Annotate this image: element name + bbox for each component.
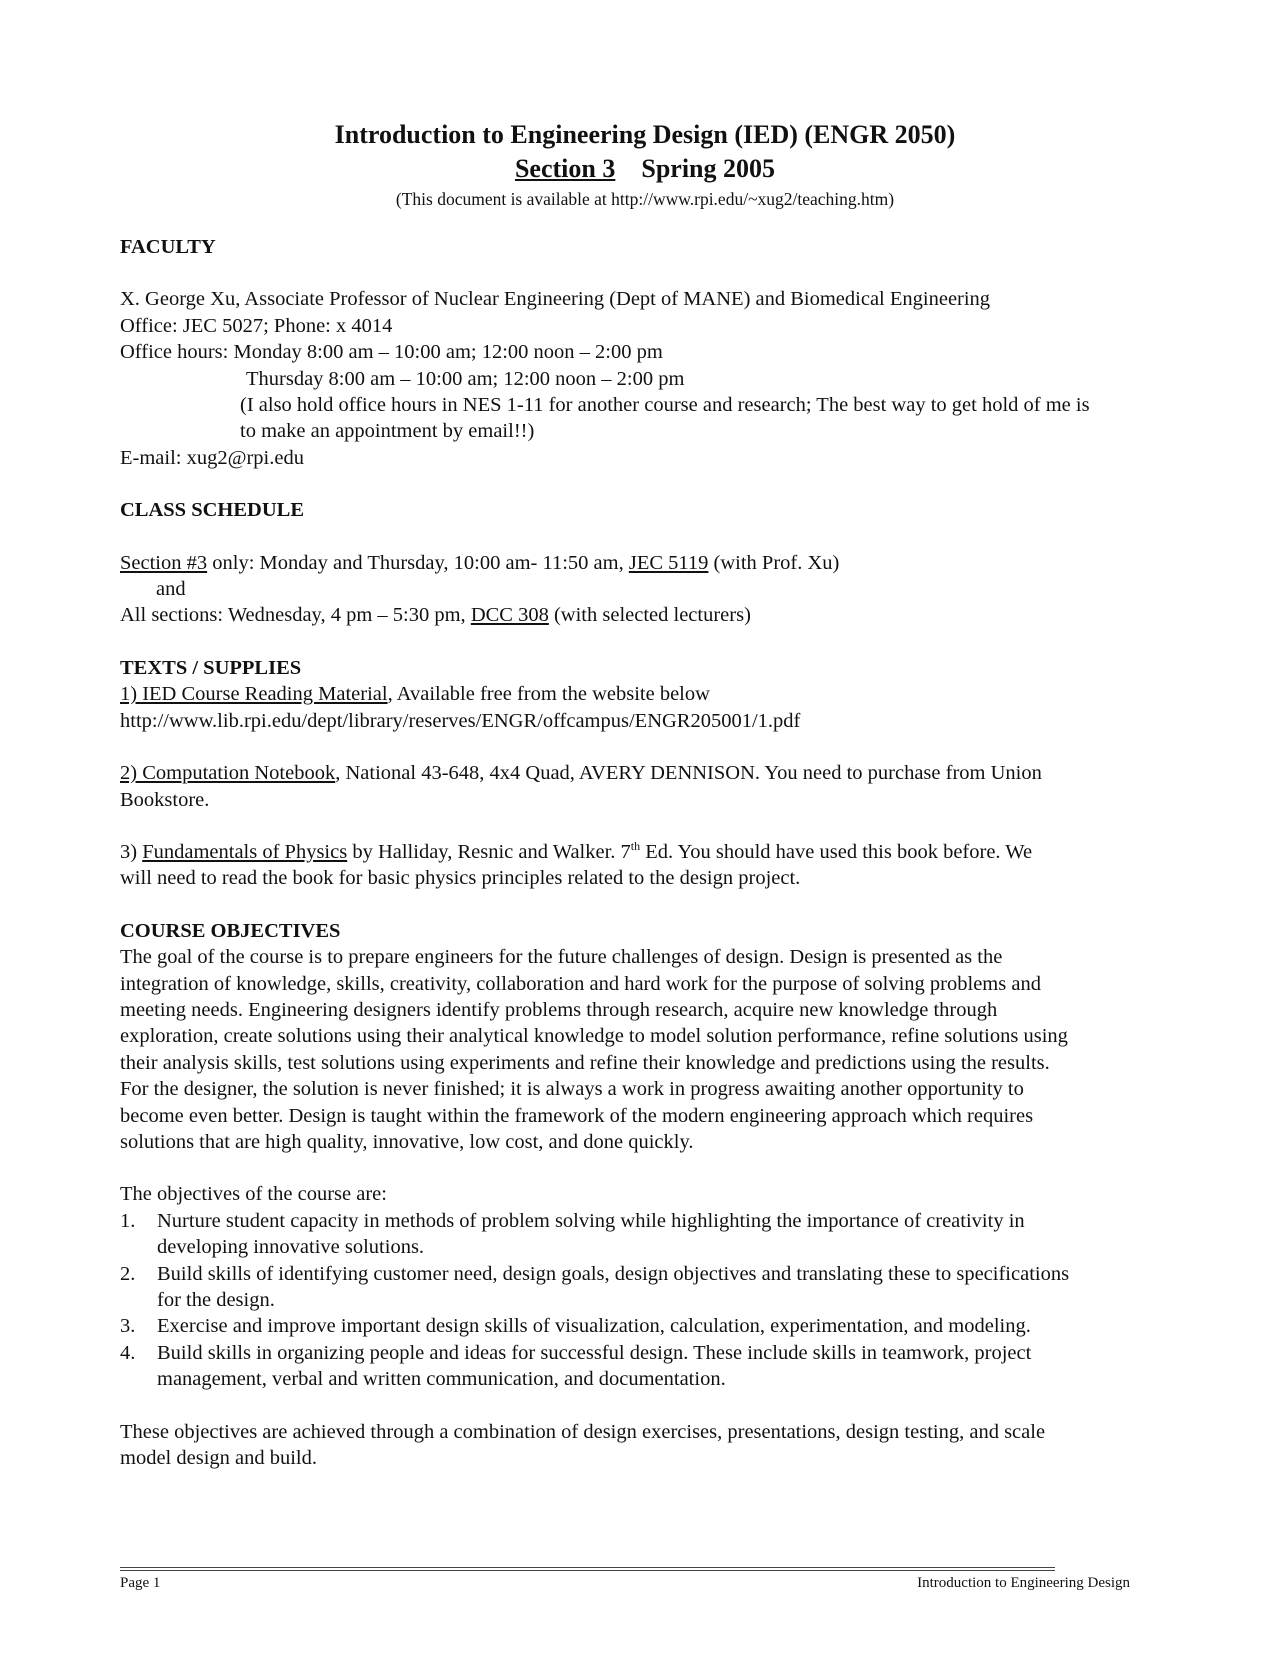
list-item: 2. Build skills of identifying customer need, design goals, design objectives and translating these to specifications for the design. bbox=[120, 1262, 1070, 1311]
schedule-and: and bbox=[156, 578, 186, 601]
office-hours-monday: Office hours: Monday 8:00 am – 10:00 am; 12:00 noon – 2:00 pm bbox=[120, 341, 663, 364]
texts-heading: TEXTS / SUPPLIES bbox=[120, 656, 302, 679]
computation-notebook-title: 2) Computation Notebook bbox=[120, 762, 336, 785]
list-item: 1. Nurture student capacity in methods of problem solving while highlighting the importance of creativity in developing innovative solutions. bbox=[120, 1209, 1025, 1259]
list-item: 3. Exercise and improve important design skills of visualization, calculation, experimentation, and modeling. bbox=[120, 1315, 1031, 1338]
objectives-paragraph: The goal of the course is to prepare engineers for the future challenges of design. Design is presented as the integration of knowledge, skills, creativity, collaboration and hard work for the purpose of solving problems and meeting needs. Engineering designers identify problems through research, acquire new knowledge through exploration, create solutions using their analytical knowledge to model solution performance, refine solutions using their analysis skills, test solutions using experiments and refine their knowledge and predictions using the results. For the designer, the solution is never finished; it is always a work in progress awaiting another opportunity to become even better. Design is taught within the framework of the modern engineering approach which requires solutions that are high quality, innovative, low cost, and done quickly. bbox=[120, 946, 1068, 1153]
footer-page-number: Page 1 bbox=[120, 1575, 161, 1591]
faculty-heading: FACULTY bbox=[120, 236, 216, 258]
text-item-3-cont: will need to read the book for basic physics principles related to the design project. bbox=[120, 867, 801, 890]
text-item-3: 3) Fundamentals of Physics by Halliday, Resnic and Walker. 7th Ed. You should have used this book before. We bbox=[120, 839, 1033, 863]
office-hours-note-line2: to make an appointment by email!!) bbox=[240, 420, 535, 443]
section-label: Section 3 bbox=[514, 154, 616, 183]
availability-note: (This document is available at http://www.rpi.edu/~xug2/teaching.htm) bbox=[395, 189, 895, 209]
objectives-closing: These objectives are achieved through a combination of design exercises, presentations, design testing, and scale model design and build. bbox=[120, 1420, 1046, 1470]
physics-book-title: Fundamentals of Physics bbox=[142, 840, 348, 863]
footer-title: Introduction to Engineering Design bbox=[917, 1575, 1130, 1591]
list-item: 4. Build skills in organizing people and ideas for successful design. These include skills in teamwork, project management, verbal and written communication, and documentation. bbox=[120, 1341, 1032, 1391]
section-3-link[interactable]: Section #3 bbox=[120, 551, 208, 574]
schedule-section-line: Section #3 only: Monday and Thursday, 10:00 am- 11:50 am, JEC 5119 (with Prof. Xu) bbox=[120, 551, 840, 574]
reading-material-link[interactable]: 1) IED Course Reading Material bbox=[120, 683, 388, 706]
footer-rule bbox=[120, 1570, 1055, 1571]
text-item-2: 2) Computation Notebook, National 43-648, 4x4 Quad, AVERY DENNISON. You need to purchase from Union bbox=[120, 762, 1042, 785]
faculty-email: E-mail: xug2@rpi.edu bbox=[120, 446, 304, 469]
footer-rule bbox=[120, 1567, 1055, 1568]
schedule-heading: CLASS SCHEDULE bbox=[120, 499, 304, 522]
document-page bbox=[120, 118, 1170, 1471]
text-item-2-cont: Bookstore. bbox=[120, 788, 210, 811]
objectives-list bbox=[120, 1208, 1170, 1393]
reading-material-url[interactable]: http://www.lib.rpi.edu/dept/library/reserves/ENGR/offcampus/ENGR205001/1.pdf bbox=[120, 709, 801, 732]
room-dcc-308-link[interactable]: DCC 308 bbox=[470, 604, 549, 627]
faculty-office: Office: JEC 5027; Phone: x 4014 bbox=[120, 314, 393, 337]
office-hours-thursday: Thursday 8:00 am – 10:00 am; 12:00 noon – 2:00 pm bbox=[246, 367, 685, 390]
document-title: Introduction to Engineering Design (IED) (ENGR 2050) bbox=[334, 120, 956, 149]
page-footer bbox=[120, 1567, 1130, 1592]
text-item-1: 1) IED Course Reading Material, Available free from the website below bbox=[120, 683, 710, 706]
room-jec-5119-link[interactable]: JEC 5119 bbox=[628, 551, 709, 574]
term-label: Spring 2005 bbox=[641, 154, 776, 183]
objectives-list-intro: The objectives of the course are: bbox=[120, 1183, 387, 1206]
schedule-all-sections-line: All sections: Wednesday, 4 pm – 5:30 pm, DCC 308 (with selected lecturers) bbox=[120, 604, 751, 627]
office-hours-note-line1: (I also hold office hours in NES 1-11 for another course and research; The best way to get hold of me is bbox=[240, 394, 1090, 417]
objectives-heading: COURSE OBJECTIVES bbox=[120, 919, 341, 942]
faculty-name: X. George Xu, Associate Professor of Nuclear Engineering (Dept of MANE) and Biomedical Engineering bbox=[120, 288, 991, 311]
section-term-line bbox=[80, 152, 1210, 186]
